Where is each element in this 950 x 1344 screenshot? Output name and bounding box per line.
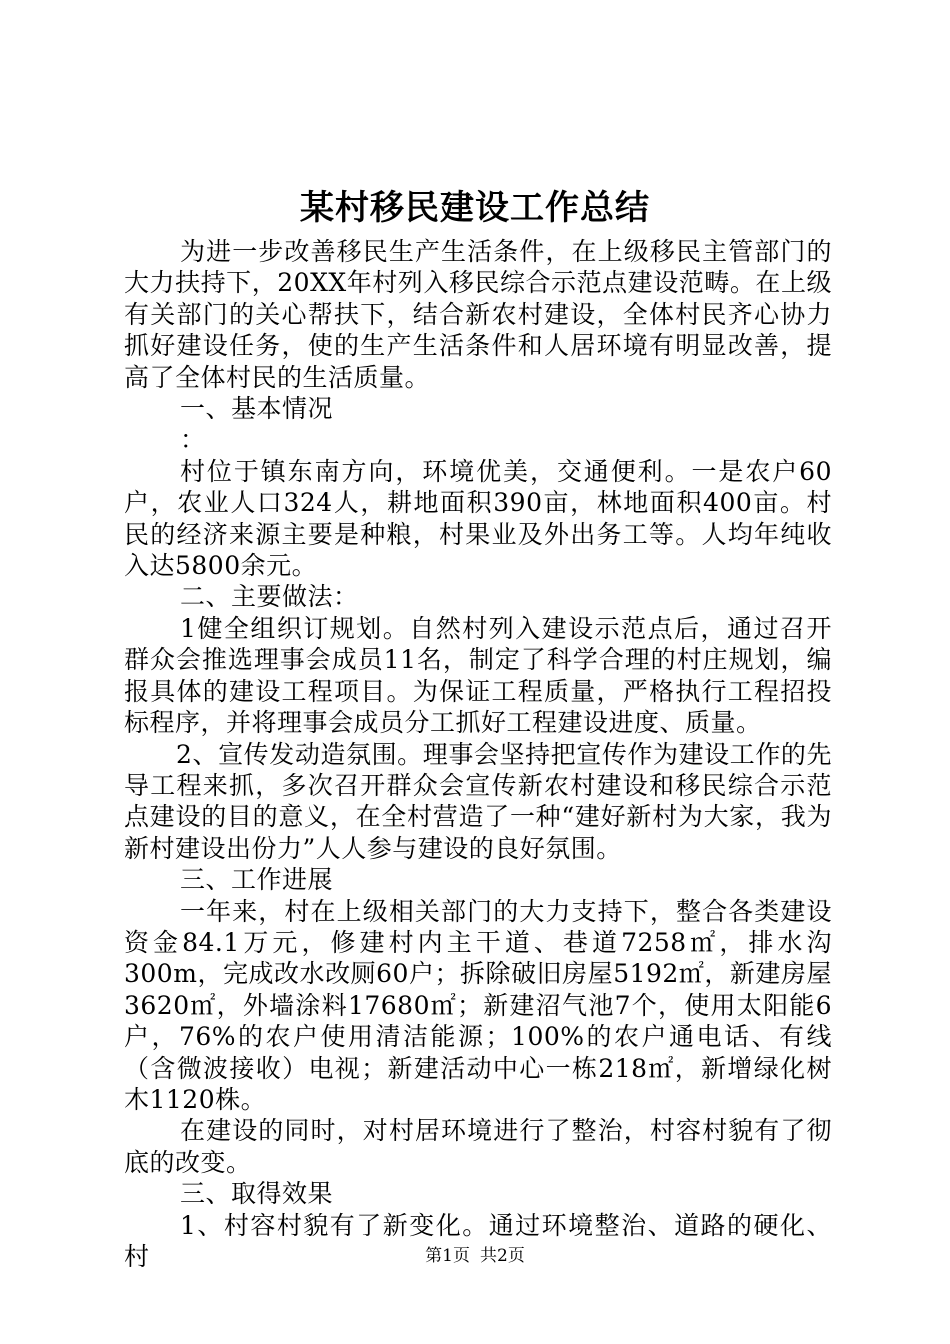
paragraph-practice-1: 1健全组织订规划。自然村列入建设示范点后，通过召开群众会推选理事会成员11名，制定了科学合理的村庄规划，编报具体的建设工程项目。为保证工程质量，严格执行工程招投标程序，并将理事会成员分工抓好工程建设进度、质量。	[124, 613, 832, 738]
paragraph-practice-2: 2、宣传发动造氛围。理事会坚持把宣传作为建设工作的先导工程来抓，多次召开群众会宣传新农村建设和移民综合示范点建设的目的意义，在全村营造了一种“建好新村为大家，我为新村建设出份力”人人参与建设的良好氛围。	[124, 739, 832, 863]
paragraph-intro: 为进一步改善移民生产生活条件，在上级移民主管部门的大力扶持下，20XX年村列入移民综合示范点建设范畴。在上级有关部门的关心帮扶下，结合新农村建设，全体村民齐心协力抓好建设任务，使的生产生活条件和人居环境有明显改善，提高了全体村民的生活质量。	[124, 237, 832, 392]
document-title: 某村移民建设工作总结	[300, 188, 650, 228]
paragraph-colon: ：	[180, 425, 206, 455]
paragraph-result-1: 1、村容村貌有了新变化。通过环境整治、道路的硬化、村	[124, 1210, 832, 1271]
heading-basic-situation: 一、基本情况	[180, 394, 334, 424]
document-body	[124, 236, 832, 1272]
page-total: 共2页	[480, 1246, 525, 1266]
paragraph-environment: 在建设的同时，对村居环境进行了整治，村容村貌有了彻底的改变。	[124, 1116, 832, 1177]
page-footer	[0, 1244, 950, 1268]
heading-results: 三、取得效果	[180, 1179, 334, 1209]
heading-main-practices: 二、主要做法：	[180, 582, 359, 612]
page-number: 第1页	[425, 1246, 470, 1266]
paragraph-village-overview: 村位于镇东南方向，环境优美，交通便利。一是农户60户，农业人口324人，耕地面积390亩，林地面积400亩。村民的经济来源主要是种粮，村果业及外出务工等。人均年纯收入达5800余元。	[124, 456, 832, 581]
paragraph-progress-details: 一年来，村在上级相关部门的大力支持下，整合各类建设资金84.1万元，修建村内主干道、巷道7258㎡，排水沟300m，完成改水改厕60户；拆除破旧房屋5192㎡，新建房屋3620㎡，外墙涂料17680㎡；新建沼气池7个，使用太阳能6户，76%的农户使用清洁能源；100%的农户通电话、有线（含微波接收）电视；新建活动中心一栋218㎡，新增绿化树木1120株。	[124, 896, 832, 1114]
heading-work-progress: 三、工作进展	[180, 865, 334, 895]
